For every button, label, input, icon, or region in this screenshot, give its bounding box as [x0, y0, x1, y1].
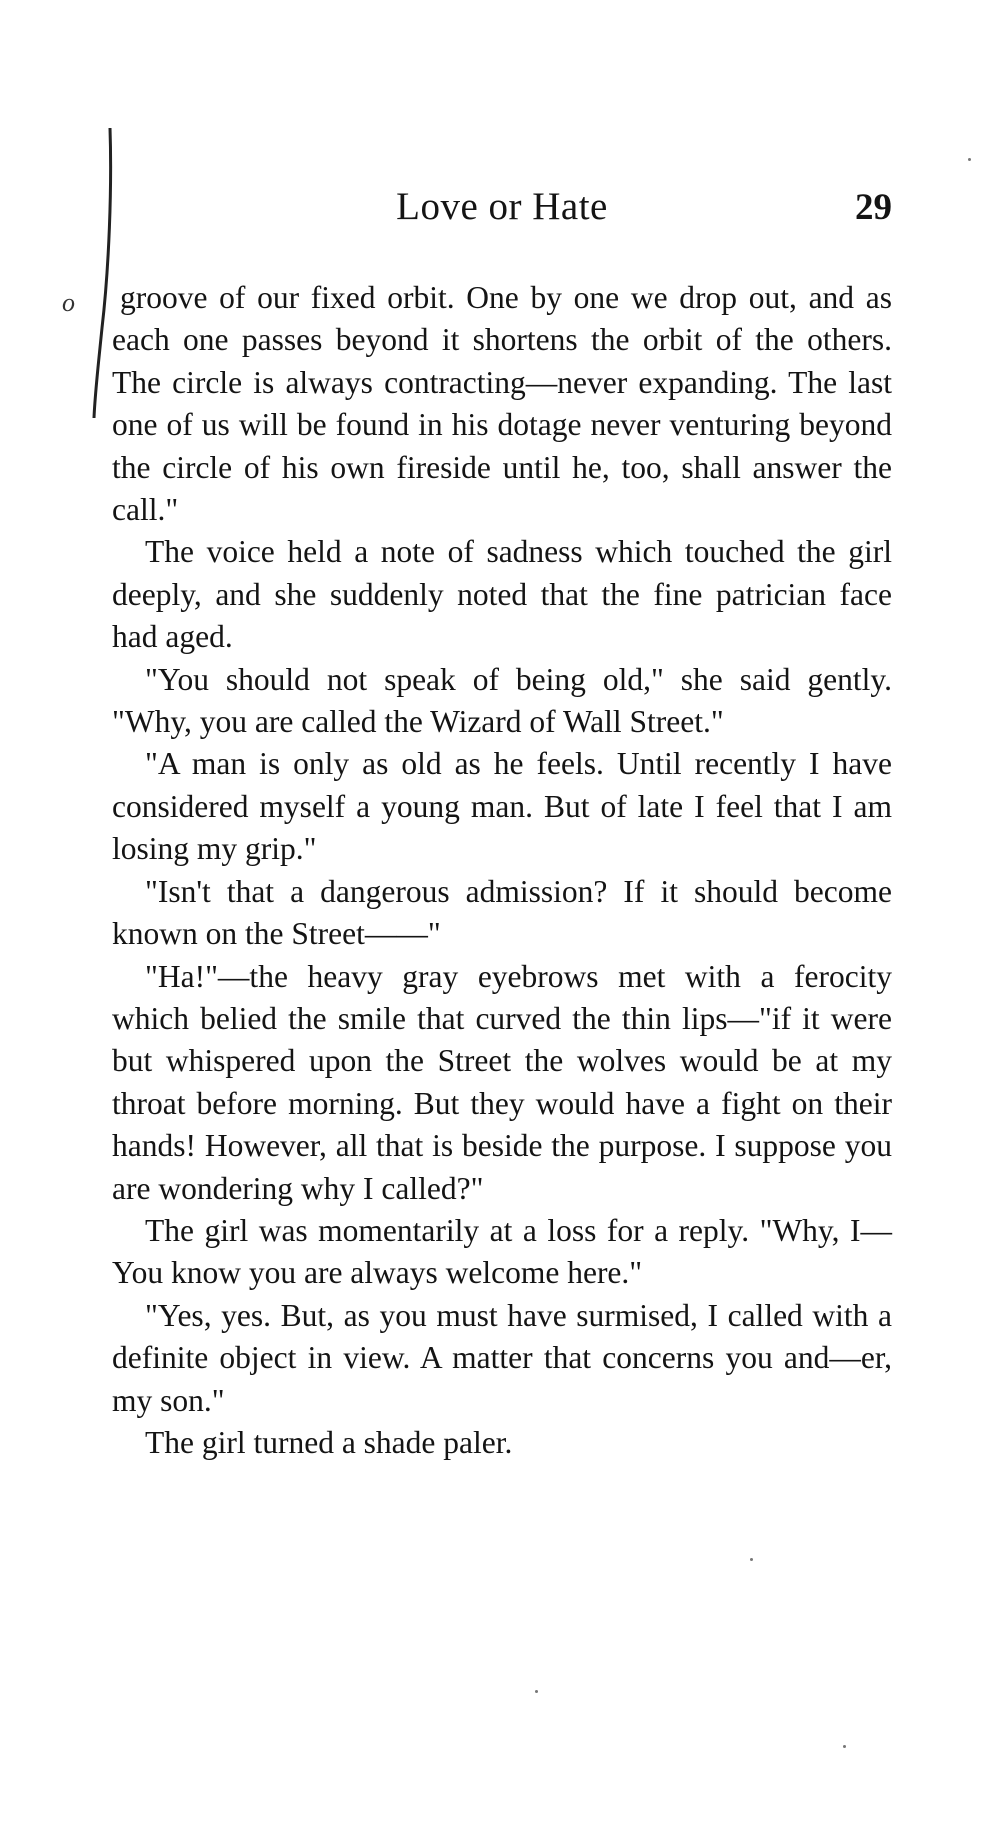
paragraph: "Isn't that a dangerous admission? If it should become known on the Street——": [112, 873, 892, 952]
paragraph: "You should not speak of being old," she said gently. "Why, you are called the Wizard of Wall Street.": [112, 661, 892, 740]
margin-annotation: o: [62, 288, 75, 317]
paper-speck: [750, 1558, 753, 1561]
paragraph: The girl turned a shade paler.: [145, 1424, 513, 1460]
paper-speck: [968, 158, 971, 161]
paragraph: "Yes, yes. But, as you must have surmised, I called with a definite object in view. A matter that concerns you and—er, my son.": [112, 1297, 892, 1418]
paragraph: "Ha!"—the heavy gray eyebrows met with a ferocity which belied the smile that curved the thin lips—"if it were but whispered upon the Street the wolves would be at my throat before morning. But they would have a fight on their hands! However, all that is beside the purpose. I suppose you are wondering why I called?": [112, 958, 892, 1206]
paragraph: The girl was momentarily at a loss for a reply. "Why, I— You know you are always welcome here.": [112, 1212, 892, 1291]
paragraph: The voice held a note of sadness which touched the girl deeply, and she suddenly noted that the fine patrician face had aged.: [112, 534, 892, 655]
page-number: 29: [855, 187, 892, 228]
paragraph: groove of our fixed orbit. One by one we drop out, and as each one passes beyond it shortens the orbit of the others. The circle is always contracting—never expanding. The last one of us will be found in his dotage never venturing beyond the circle of his own fireside until he, too, shall answer the call.": [112, 280, 892, 528]
paragraph: "A man is only as old as he feels. Until recently I have considered myself a young man. But of late I feel that I am losing my grip.": [112, 746, 892, 867]
body-text: [112, 277, 892, 1464]
running-head: [112, 184, 892, 240]
paper-speck: [843, 1745, 846, 1748]
chapter-title: Love or Hate: [396, 185, 608, 228]
paper-speck: [535, 1690, 538, 1693]
